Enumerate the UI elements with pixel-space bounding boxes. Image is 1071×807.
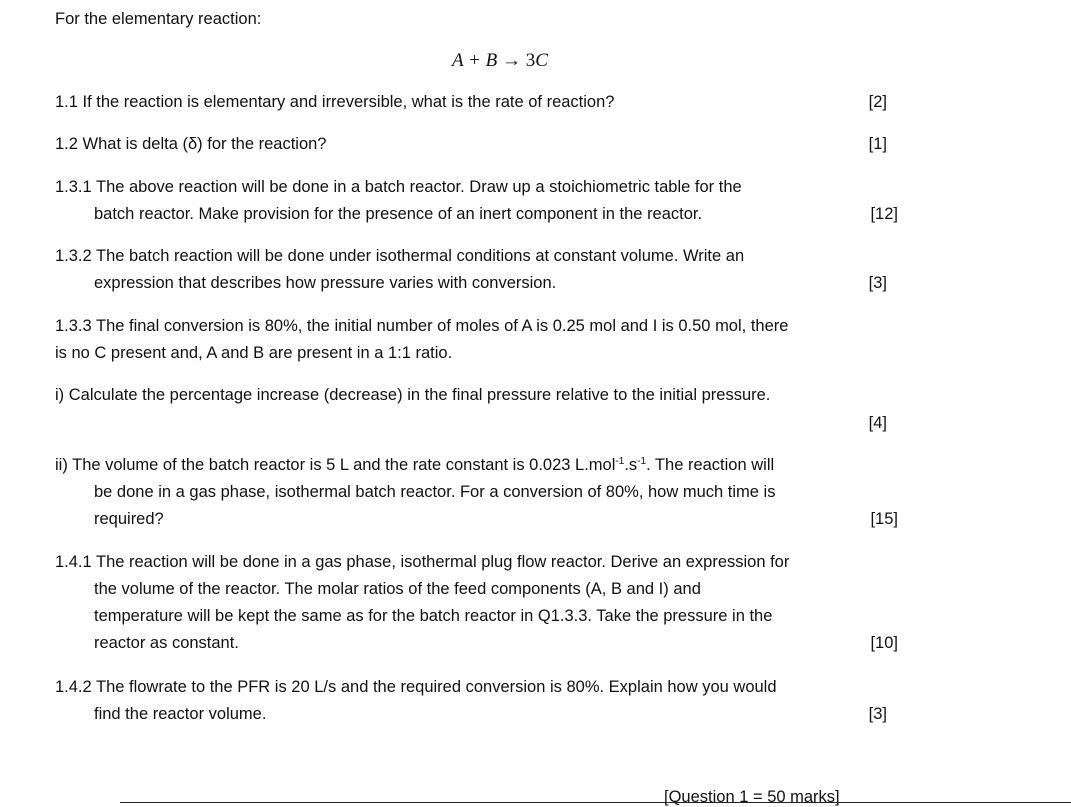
question-1-3-1-line2: batch reactor. Make provision for the presence of an inert component in the reactor.: [94, 205, 703, 223]
question-1-3-3-line2: is no C present and, A and B are present in a 1:1 ratio.: [55, 344, 453, 362]
equation-arrow: →: [502, 50, 521, 71]
equation-product: C: [535, 50, 548, 71]
equation-reactants: A + B: [452, 50, 498, 71]
question-1-1-text: 1.1 If the reaction is elementary and irreversible, what is the rate of reaction?: [55, 93, 615, 111]
question-1-4-2-line2: find the reactor volume.: [94, 705, 267, 723]
question-1-2-marks: [1]: [868, 135, 887, 153]
question-1-4-1-marks: [10]: [870, 634, 898, 652]
question-1-2-text: 1.2 What is delta (δ) for the reaction?: [55, 135, 327, 153]
question-1-3-3-line1: 1.3.3 The final conversion is 80%, the initial number of moles of A is 0.25 mol and I is 0.50 mol, there: [55, 317, 789, 335]
question-i-marks: [4]: [868, 414, 887, 432]
question-1-4-2-marks: [3]: [868, 705, 887, 723]
question-1-1-marks: [2]: [868, 93, 887, 111]
question-i-text: i) Calculate the percentage increase (decrease) in the final pressure relative to the initial pressure.: [55, 386, 771, 404]
question-ii-line3: required?: [94, 510, 164, 528]
question-1-4-2-line1: 1.4.2 The flowrate to the PFR is 20 L/s and the required conversion is 80%. Explain how you would: [55, 678, 777, 696]
question-ii-line1: [55, 455, 774, 475]
question-1-3-2-marks: [3]: [868, 274, 887, 292]
question-1-4-1-line4: reactor as constant.: [94, 634, 239, 652]
question-ii-superscript-2: -1: [637, 456, 647, 467]
question-ii-line1-part2: .s: [624, 456, 638, 474]
question-total-marks: [Question 1 = 50 marks]: [664, 788, 840, 806]
equation-coefficient: 3: [525, 50, 536, 71]
question-1-4-1-line2: the volume of the reactor. The molar ratios of the feed components (A, B and I) and: [94, 580, 701, 598]
question-1-3-1-line1: 1.3.1 The above reaction will be done in a batch reactor. Draw up a stoichiometric table for the: [55, 178, 742, 196]
footer-divider: [120, 802, 1071, 803]
question-1-3-2-line1: 1.3.2 The batch reaction will be done under isothermal conditions at constant volume. Write an: [55, 247, 745, 265]
question-1-3-1-marks: [12]: [870, 205, 898, 223]
question-ii-superscript-1: -1: [615, 456, 625, 467]
question-ii-line1-part3: . The reaction will: [646, 456, 775, 474]
question-1-4-1-line3: temperature will be kept the same as for the batch reactor in Q1.3.3. Take the pressure in the: [94, 607, 773, 625]
question-1-3-2-line2: expression that describes how pressure varies with conversion.: [94, 274, 557, 292]
question-ii-line2: be done in a gas phase, isothermal batch reactor. For a conversion of 80%, how much time is: [94, 483, 776, 501]
intro-text: For the elementary reaction:: [55, 10, 262, 28]
question-ii-line1-part1: ii) The volume of the batch reactor is 5 L and the rate constant is 0.023 L.mol: [55, 456, 616, 474]
reaction-equation: [0, 50, 1000, 72]
question-ii-marks: [15]: [870, 510, 898, 528]
question-1-4-1-line1: 1.4.1 The reaction will be done in a gas phase, isothermal plug flow reactor. Derive an expression for: [55, 553, 790, 571]
